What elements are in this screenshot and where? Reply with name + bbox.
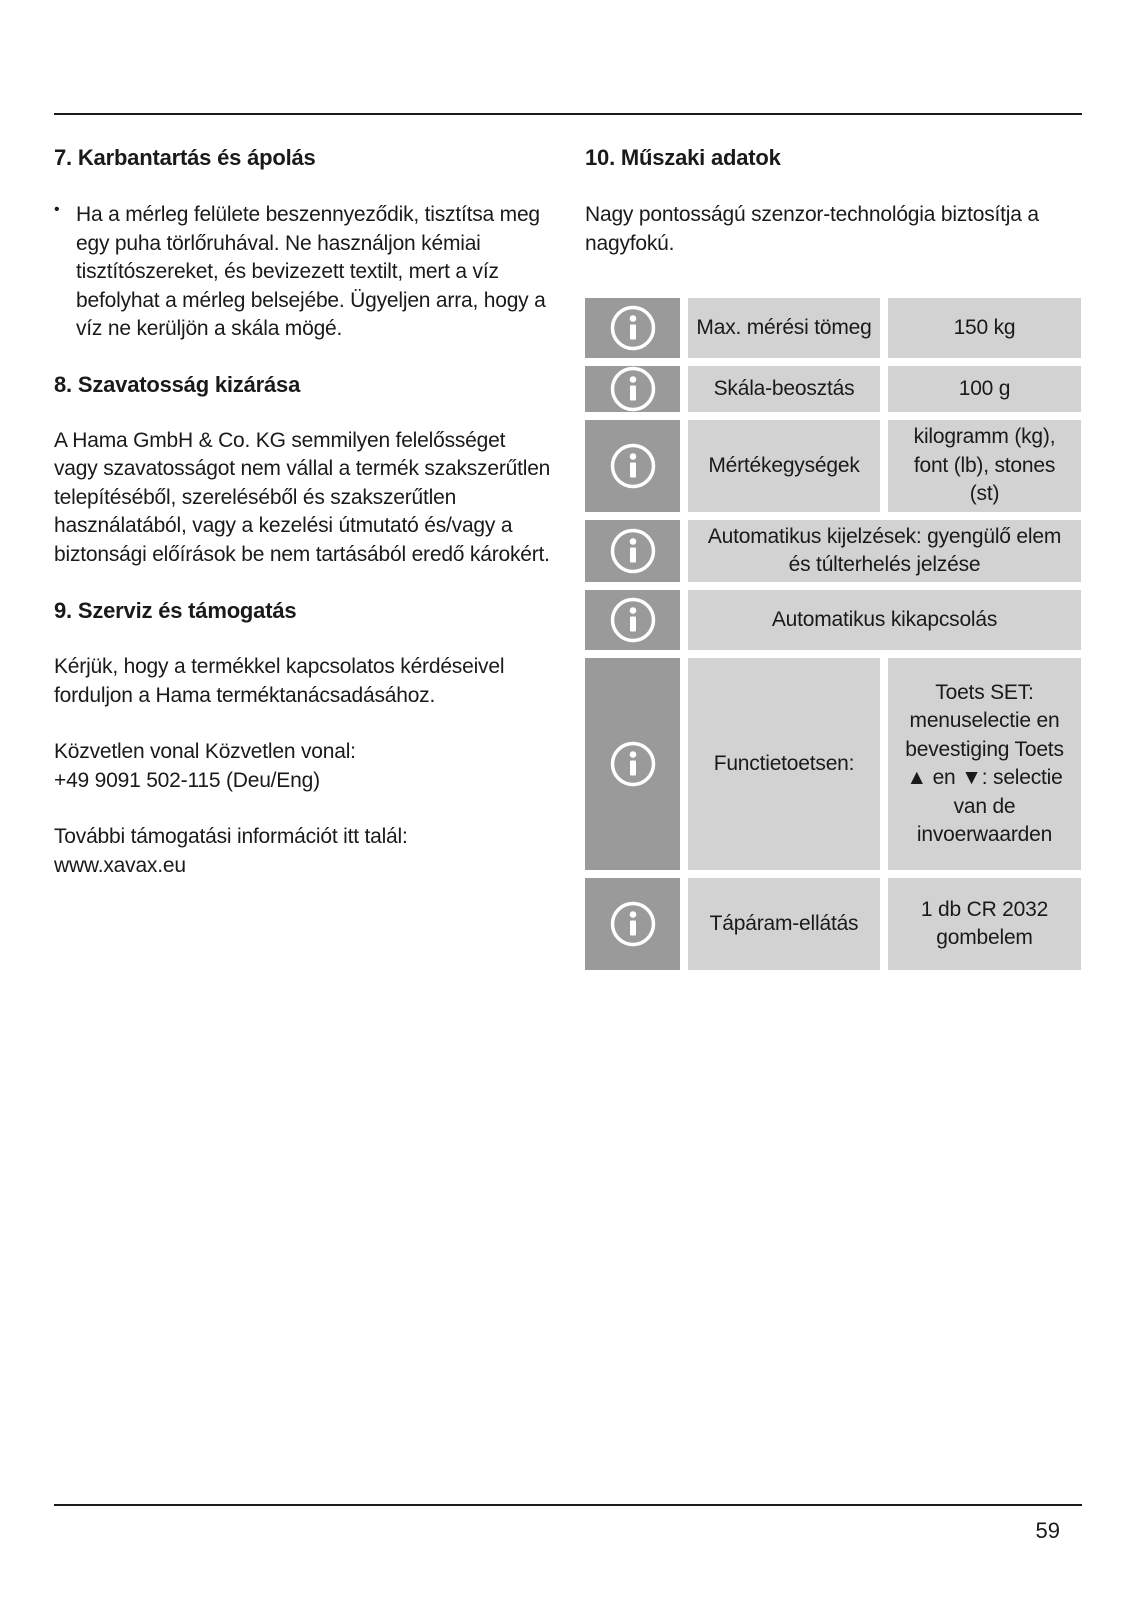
spec-value: 1 db CR 2032 gombelem [888,878,1081,970]
left-column [54,144,554,880]
spec-label: Functietoetsen: [688,658,880,870]
info-icon [585,366,680,412]
spec-wide-text: Automatikus kijelzések: gyengülő elem és túlterhelés jelzése [688,520,1081,582]
right-column [585,144,1082,258]
spec-row-auto-indicators [585,520,1081,582]
info-icon [585,590,680,650]
section-10-title: 10. Műszaki adatok [585,145,781,170]
spec-row-power-supply [585,878,1081,970]
bottom-divider [54,1504,1082,1506]
warranty-text: A Hama GmbH & Co. KG semmilyen felelősséget vagy szavatosságot nem vállal a termék szakszerűtlen telepítéséből, szereléséből és szakszerűtlen használatából, vagy a kezelési útmutató és/vagy a biztonsági előírások be nem tartásából eredő károkért. [54,428,551,566]
spec-row-function-keys [585,658,1081,870]
spec-value: kilogramm (kg), font (lb), stones (st) [888,420,1081,512]
spec-label: Tápáram-ellátás [688,878,880,970]
technical-data-table [585,298,1081,978]
info-icon [585,298,680,358]
info-icon [585,420,680,512]
spec-row-auto-off [585,590,1081,650]
spec-row-units [585,420,1081,512]
spec-value: 100 g [888,366,1081,412]
spec-label: Max. mérési tömeg [688,298,880,358]
spec-row-max-weight [585,298,1081,358]
section-9-title: 9. Szerviz és támogatás [54,598,297,623]
maintenance-bullet [54,201,554,344]
spec-label: Skála-beosztás [688,366,880,412]
top-divider [54,113,1082,115]
support-text: Kérjük, hogy a termékkel kapcsolatos kérdéseivel forduljon a Hama terméktanácsadásához. [54,655,505,707]
spec-wide-text: Automatikus kikapcsolás [688,590,1081,650]
website-link[interactable]: www.xavax.eu [54,853,186,877]
hotline-label: Közvetlen vonal Közvetlen vonal: [54,740,356,763]
bullet-dot: • [54,201,60,218]
info-icon [585,878,680,970]
info-icon [585,520,680,582]
spec-value: Toets SET: menuselectie en bevestiging Toets ▲ en ▼: selectie van de invoerwaarden [888,658,1081,870]
spec-row-scale-division [585,366,1081,412]
hotline-number: +49 9091 502-115 (Deu/Eng) [54,768,320,792]
page-number: 59 [1035,1518,1060,1543]
section-8-title: 8. Szavatosság kizárása [54,371,301,397]
info-icon [585,658,680,870]
maintenance-text: Ha a mérleg felülete beszennyeződik, tisztítsa meg egy puha törlőruhával. Ne használjon kémiai tisztítószereket, és bevizezett textilt, mert a víz befolyhat a mérleg belsejébe. Ügyeljen arra, hogy a víz ne kerüljön a skála mögé. [76,203,546,340]
more-info-label: További támogatási információt itt talál: [54,825,408,848]
section-7-title: 7. Karbantartás és ápolás [54,145,316,170]
technical-intro-text: Nagy pontosságú szenzor-technológia biztosítja a nagyfokú. [585,203,1039,255]
spec-label: Mértékegységek [688,420,880,512]
spec-value: 150 kg [888,298,1081,358]
